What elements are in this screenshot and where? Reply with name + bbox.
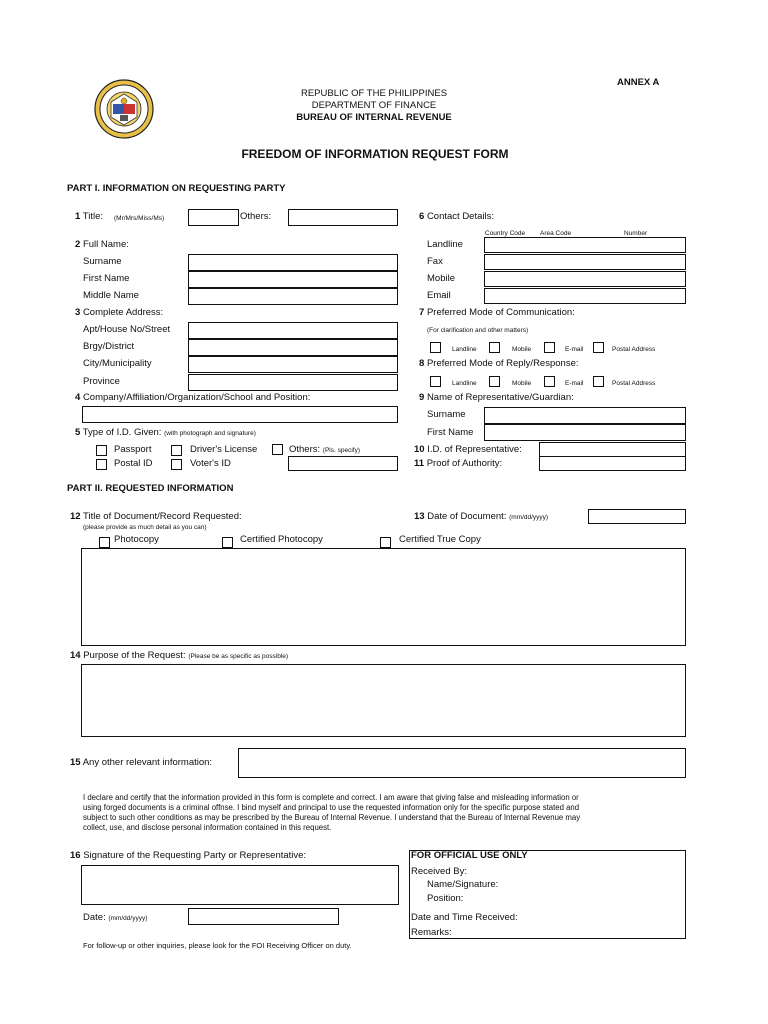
province-label: Province	[83, 376, 120, 387]
comm-postal-checkbox[interactable]	[593, 342, 604, 353]
photocopy-label: Photocopy	[114, 534, 159, 545]
col-country-code: Country Code	[485, 230, 526, 237]
reply-landline-label: Landline	[452, 380, 477, 387]
mobile-label: Mobile	[427, 273, 455, 284]
field8-label: 8 Preferred Mode of Reply/Response:	[419, 358, 579, 369]
certified-true-copy-checkbox[interactable]	[380, 537, 391, 548]
certified-true-copy-label: Certified True Copy	[399, 534, 481, 545]
header-line-dof: DEPARTMENT OF FINANCE	[311, 100, 437, 111]
city-label: City/Municipality	[83, 358, 152, 369]
date-label: Date: (mm/dd/yyyy)	[83, 912, 148, 923]
footer-note: For follow-up or other inquiries, please look for the FOI Receiving Officer on duty.	[83, 941, 352, 950]
comm-postal-label: Postal Address	[612, 346, 656, 353]
comm-mobile-checkbox[interactable]	[489, 342, 500, 353]
proof-authority-input[interactable]	[539, 456, 686, 471]
reply-mobile-checkbox[interactable]	[489, 376, 500, 387]
declaration-line: using forged documents is a criminal offnse. I bind myself and principal to use the requested information only for the specific purpose stated and	[83, 803, 580, 812]
middle-name-input[interactable]	[188, 288, 398, 305]
col-area-code: Area Code	[540, 230, 572, 237]
field7-label: 7 Preferred Mode of Communication:	[419, 307, 575, 318]
field5-label: 5 Type of I.D. Given: (with photograph and signature)	[75, 427, 256, 438]
remarks-label: Remarks:	[411, 927, 452, 938]
province-input[interactable]	[188, 374, 398, 391]
fax-input[interactable]	[484, 254, 686, 270]
company-input[interactable]	[82, 406, 398, 423]
apt-label: Apt/House No/Street	[83, 324, 171, 335]
field10-label: 10 I.D. of Representative:	[414, 444, 522, 455]
official-use-box	[409, 850, 686, 939]
email-input[interactable]	[484, 288, 686, 304]
header-line-republic: REPUBLIC OF THE PHILIPPINES	[300, 88, 448, 99]
part2-heading: PART II. REQUESTED INFORMATION	[67, 483, 234, 494]
signature-date-input[interactable]	[188, 908, 339, 925]
postal-id-checkbox[interactable]	[96, 459, 107, 470]
comm-landline-checkbox[interactable]	[430, 342, 441, 353]
declaration-text	[83, 793, 687, 833]
drivers-license-checkbox[interactable]	[171, 445, 182, 456]
reply-postal-label: Postal Address	[612, 380, 656, 387]
photocopy-checkbox[interactable]	[99, 537, 110, 548]
signature-box[interactable]	[81, 865, 399, 905]
title-others-label: Others:	[240, 211, 272, 222]
passport-label: Passport	[114, 444, 152, 455]
document-date-input[interactable]	[588, 509, 686, 524]
reply-landline-checkbox[interactable]	[430, 376, 441, 387]
landline-input[interactable]	[484, 237, 686, 253]
comm-email-label: E-mail	[565, 346, 584, 353]
rep-first-name-input[interactable]	[484, 424, 686, 441]
field16-label: 16 Signature of the Requesting Party or Representative:	[70, 850, 307, 861]
received-by-label: Received By:	[411, 866, 467, 877]
email-label: Email	[427, 290, 451, 301]
surname-label: Surname	[83, 256, 122, 267]
surname-input[interactable]	[188, 254, 398, 271]
certified-photocopy-checkbox[interactable]	[222, 537, 233, 548]
declaration-line: collect, use, and disclose personal information contained in this request.	[83, 823, 332, 832]
field12-label: 12 Title of Document/Record Requested:	[70, 511, 242, 522]
field4-label: 4 Company/Affiliation/Organization/School and Position:	[75, 392, 311, 403]
landline-label: Landline	[427, 239, 463, 250]
other-info-input[interactable]	[238, 748, 686, 778]
middle-name-label: Middle Name	[83, 290, 139, 301]
field2-label: 2 Full Name:	[75, 239, 129, 250]
drivers-license-label: Driver's License	[190, 444, 258, 455]
field6-label: 6 Contact Details:	[419, 211, 494, 222]
first-name-input[interactable]	[188, 271, 398, 288]
annex-label: ANNEX A	[617, 77, 660, 88]
brgy-label: Brgy/District	[83, 341, 135, 352]
field11-label: 11 Proof of Authority:	[414, 458, 503, 469]
mobile-input[interactable]	[484, 271, 686, 287]
brgy-input[interactable]	[188, 339, 398, 356]
declaration-line: I declare and certify that the information provided in this form is complete and correct. I am aware that giving false and misleading information or	[83, 793, 579, 802]
bir-seal-logo	[94, 79, 154, 139]
title-input[interactable]	[188, 209, 239, 226]
document-title-textarea[interactable]	[81, 548, 686, 646]
field1-hint: (Mr/Mrs/Miss/Ms)	[114, 215, 165, 222]
form-title: FREEDOM OF INFORMATION REQUEST FORM	[241, 147, 509, 161]
field3-label: 3 Complete Address:	[75, 307, 164, 318]
field9-label: 9 Name of Representative/Guardian:	[419, 392, 574, 403]
declaration-line: subject to such other conditions as may be prescribed by the Bureau of Internal Revenue. I understand that the Bureau of Internal Revenue may	[83, 813, 581, 822]
title-others-input[interactable]	[288, 209, 398, 226]
voters-id-checkbox[interactable]	[171, 459, 182, 470]
reply-postal-checkbox[interactable]	[593, 376, 604, 387]
field14-label: 14 Purpose of the Request: (Please be as specific as possible)	[70, 650, 289, 661]
comm-landline-label: Landline	[452, 346, 477, 353]
purpose-textarea[interactable]	[81, 664, 686, 737]
comm-email-checkbox[interactable]	[544, 342, 555, 353]
apt-input[interactable]	[188, 322, 398, 339]
field15-label: 15 Any other relevant information:	[70, 757, 213, 768]
rep-id-input[interactable]	[539, 442, 686, 457]
header-line-bir: BUREAU OF INTERNAL REVENUE	[296, 112, 452, 123]
reply-email-label: E-mail	[565, 380, 584, 387]
field1-label: 1 Title:	[75, 211, 103, 222]
city-input[interactable]	[188, 356, 398, 373]
voters-id-label: Voter's ID	[190, 458, 231, 469]
rep-first-name-label: First Name	[427, 427, 474, 438]
id-others-label: Others: (Pls. specify)	[289, 444, 360, 455]
fax-label: Fax	[427, 256, 443, 267]
id-others-checkbox[interactable]	[272, 444, 283, 455]
part1-heading: PART I. INFORMATION ON REQUESTING PARTY	[67, 183, 286, 194]
name-signature-label: Name/Signature:	[427, 879, 499, 890]
passport-checkbox[interactable]	[96, 445, 107, 456]
first-name-label: First Name	[83, 273, 130, 284]
position-label: Position:	[427, 893, 464, 904]
reply-mobile-label: Mobile	[512, 380, 532, 387]
comm-mobile-label: Mobile	[512, 346, 532, 353]
date-time-received-label: Date and Time Received:	[411, 912, 518, 923]
field13-label: 13 Date of Document: (mm/dd/yyyy)	[414, 511, 549, 522]
certified-photocopy-label: Certified Photocopy	[240, 534, 323, 545]
rep-surname-input[interactable]	[484, 407, 686, 424]
rep-surname-label: Surname	[427, 409, 466, 420]
field7-hint: (For clarification and other matters)	[427, 327, 529, 334]
field12-hint: (please provide as much detail as you can)	[83, 524, 207, 531]
col-number: Number	[624, 230, 648, 237]
id-others-input[interactable]	[288, 456, 398, 471]
reply-email-checkbox[interactable]	[544, 376, 555, 387]
official-use-heading: FOR OFFICIAL USE ONLY	[411, 850, 528, 861]
postal-id-label: Postal ID	[114, 458, 153, 469]
